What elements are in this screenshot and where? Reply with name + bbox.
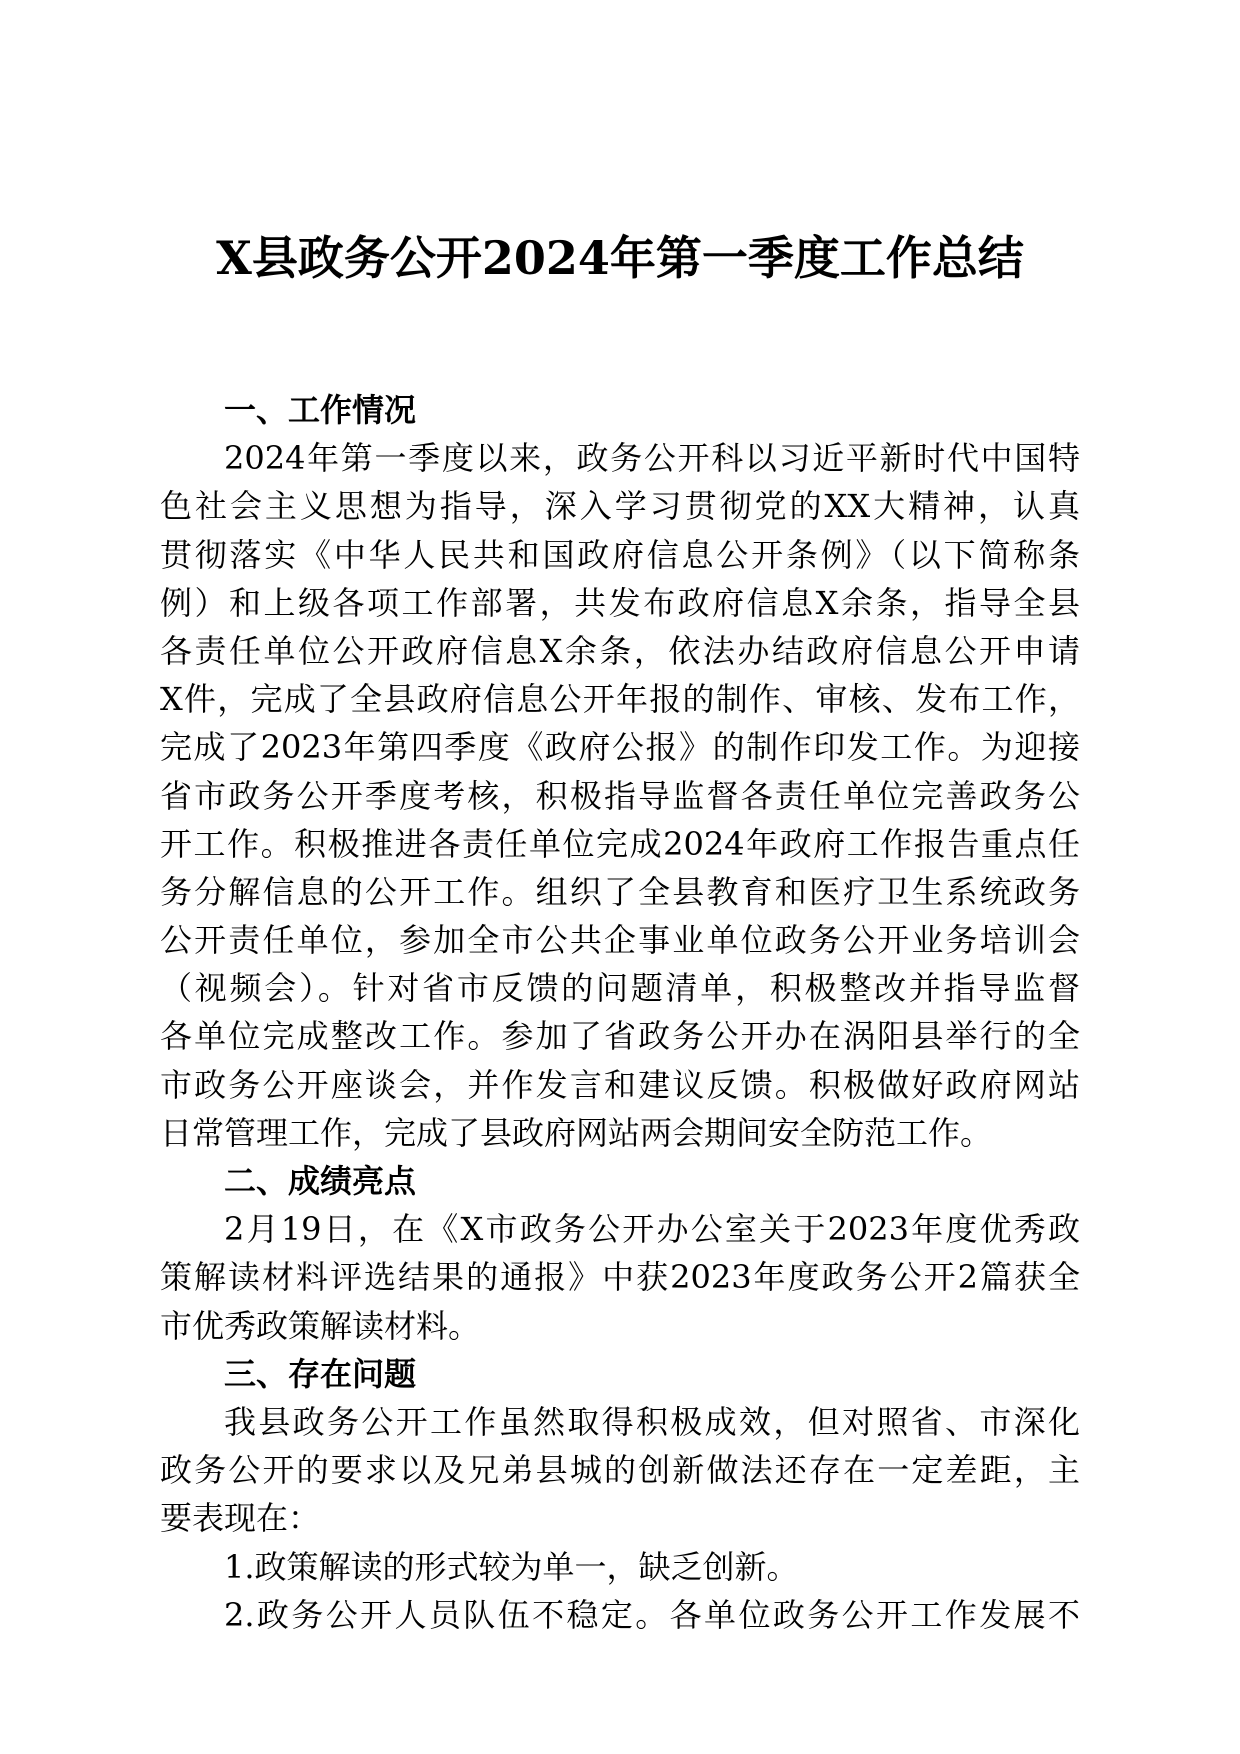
list-item: 2.政务公开人员队伍不稳定。各单位政务公开工作发展不 — [224, 1595, 1080, 1634]
paragraph-line: 省市政务公开季度考核，积极指导监督各责任单位完善政务公 — [160, 776, 1080, 815]
section-heading-work-status: 一、工作情况 — [224, 391, 417, 429]
paragraph-line: 2月19日，在《X市政务公开办公室关于2023年度优秀政 — [224, 1210, 1080, 1249]
paragraph-line: 日常管理工作，完成了县政府网站两会期间安全防范工作。 — [160, 1113, 993, 1152]
paragraph-line: X件，完成了全县政府信息公开年报的制作、审核、发布工作， — [160, 680, 1080, 719]
document-title: X县政务公开2024年第一季度工作总结 — [216, 231, 1024, 285]
paragraph-line: 完成了2023年第四季度《政府公报》的制作印发工作。为迎接 — [160, 728, 1080, 767]
document-body — [160, 386, 1080, 1639]
section-heading-achievements: 二、成绩亮点 — [224, 1162, 417, 1200]
paragraph-line: 开工作。积极推进各责任单位完成2024年政府工作报告重点任 — [160, 824, 1080, 863]
paragraph-line: 市政务公开座谈会，并作发言和建议反馈。积极做好政府网站 — [160, 1065, 1080, 1104]
section-heading-problems: 三、存在问题 — [224, 1354, 417, 1393]
paragraph-line: 各责任单位公开政府信息X余条，依法办结政府信息公开申请 — [160, 631, 1080, 670]
paragraph-line: 务分解信息的公开工作。组织了全县教育和医疗卫生系统政务 — [160, 872, 1080, 911]
paragraph-line: （视频会）。针对省市反馈的问题清单，积极整改并指导监督 — [160, 969, 1080, 1008]
paragraph-line: 贯彻落实《中华人民共和国政府信息公开条例》（以下简称条 — [160, 535, 1080, 574]
paragraph-line: 公开责任单位，参加全市公共企事业单位政务公开业务培训会 — [160, 921, 1080, 960]
paragraph-line: 例）和上级各项工作部署，共发布政府信息X余条，指导全县 — [160, 583, 1080, 622]
list-item: 1.政策解读的形式较为单一，缺乏创新。 — [224, 1547, 799, 1586]
paragraph-line: 市优秀政策解读材料。 — [160, 1306, 481, 1345]
paragraph-line: 我县政务公开工作虽然取得积极成效，但对照省、市深化 — [224, 1402, 1080, 1441]
paragraph-line: 政务公开的要求以及兄弟县城的创新做法还存在一定差距，主 — [160, 1451, 1080, 1490]
paragraph-line: 色社会主义思想为指导，深入学习贯彻党的XX大精神，认真 — [160, 487, 1080, 526]
paragraph-line: 2024年第一季度以来，政务公开科以习近平新时代中国特 — [224, 439, 1080, 478]
paragraph-line: 各单位完成整改工作。参加了省政务公开办在涡阳县举行的全 — [160, 1017, 1080, 1056]
paragraph-line: 要表现在： — [160, 1499, 321, 1538]
paragraph-line: 策解读材料评选结果的通报》中获2023年度政务公开2篇获全 — [160, 1258, 1080, 1297]
